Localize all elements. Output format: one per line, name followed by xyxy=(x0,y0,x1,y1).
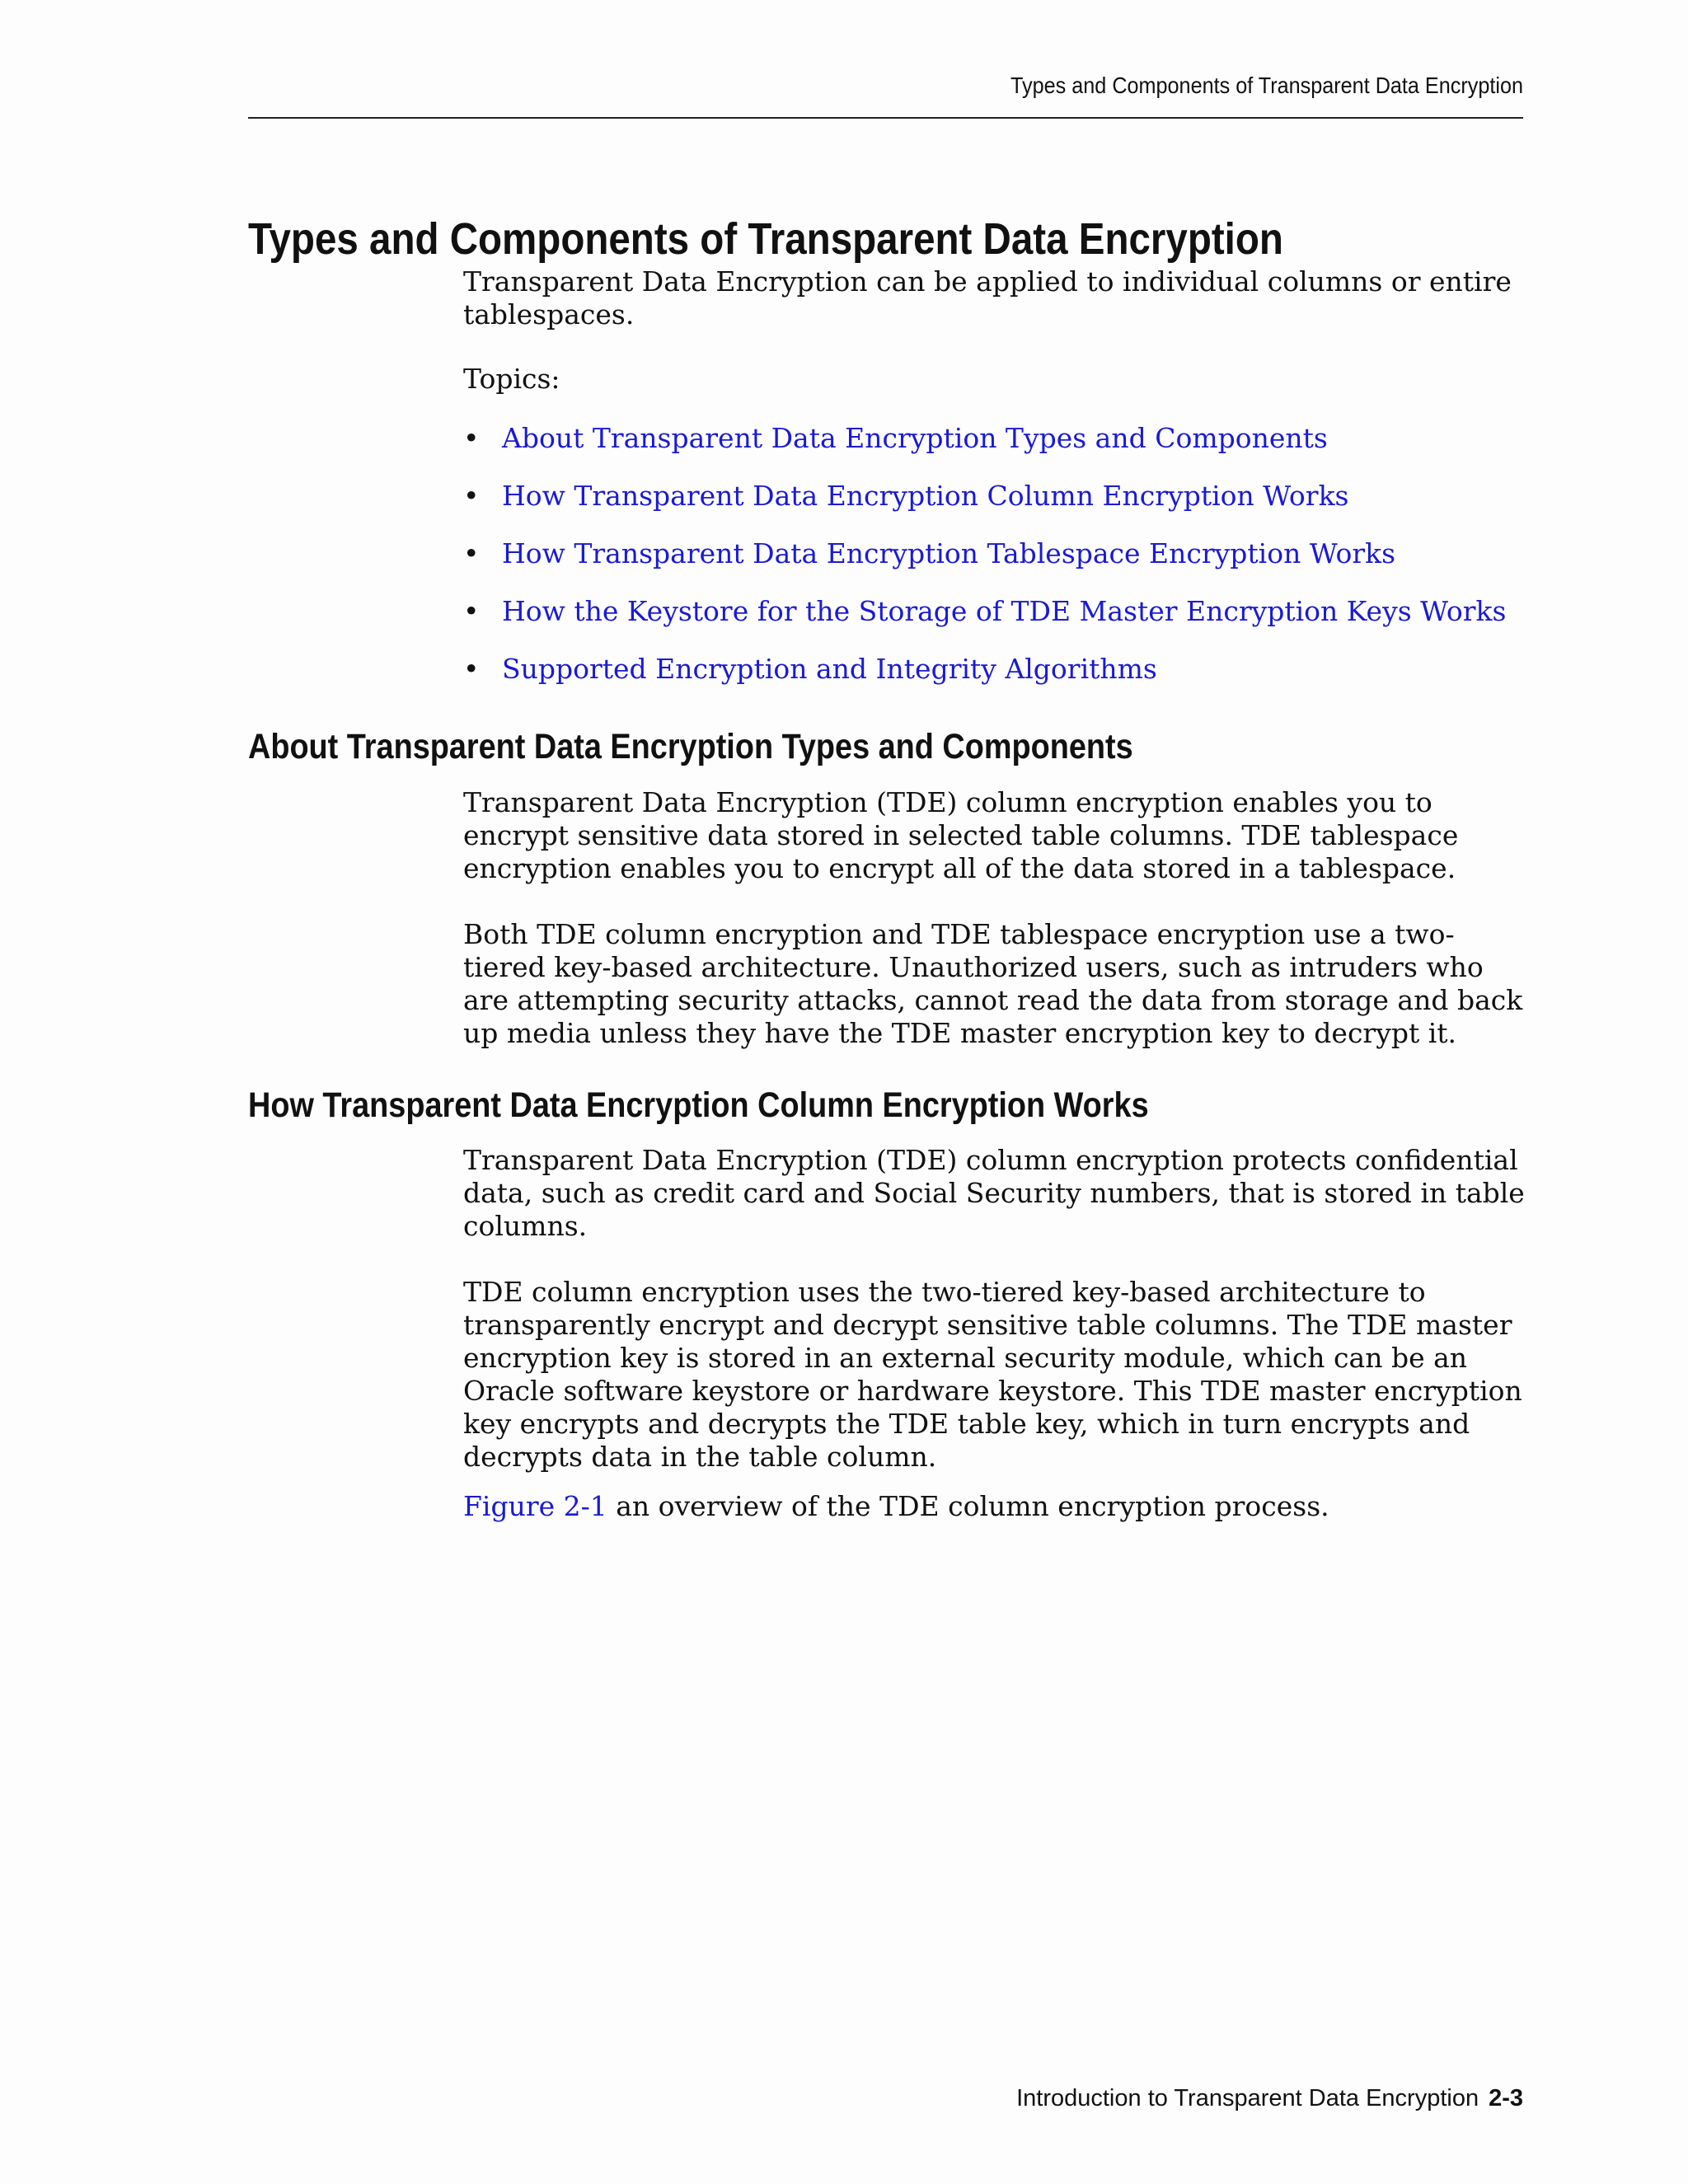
bullet-icon: • xyxy=(463,595,480,627)
list-item xyxy=(463,595,1526,653)
list-item xyxy=(463,653,1526,710)
topic-link-keystore[interactable]: How the Keystore for the Storage of TDE Master Encryption Keys Works xyxy=(502,595,1507,627)
about-paragraph-2: Both TDE column encryption and TDE tablespace encryption use a two-tiered key-based architecture. Unauthorized users, such as intruders who are attempting security attacks, cannot read the data from storage and back up media unless they have the TDE master encryption key to decrypt it. xyxy=(463,918,1523,1049)
figure-link[interactable]: Figure 2-1 xyxy=(463,1490,607,1522)
header-rule xyxy=(248,117,1523,119)
list-item xyxy=(463,480,1526,537)
topic-link-about[interactable]: About Transparent Data Encryption Types and Components xyxy=(502,422,1328,454)
column-paragraph-2: TDE column encryption uses the two-tiered key-based architecture to transparently encrypt and decrypt sensitive table columns. The TDE master encryption key is stored in an external security module, which can be an Oracle software keystore or hardware keystore. This TDE master encryption key encrypts and decrypts the TDE table key, which in turn encrypts and decrypts data in the table column. xyxy=(463,1276,1522,1473)
page-number: 2-3 xyxy=(1489,2085,1523,2111)
bullet-icon: • xyxy=(463,653,480,685)
intro-section xyxy=(463,265,1526,710)
list-item xyxy=(463,537,1526,595)
about-paragraph-1: Transparent Data Encryption (TDE) column encryption enables you to encrypt sensitive data stored in selected table columns. TDE tablespace encryption enables you to encrypt all of the data stored in a tablespace. xyxy=(463,786,1459,884)
topics-label: Topics: xyxy=(463,363,560,395)
topic-link-column[interactable]: How Transparent Data Encryption Column Encryption Works xyxy=(502,480,1349,512)
figure-reference-text: an overview of the TDE column encryption process. xyxy=(607,1490,1329,1522)
intro-paragraph: Transparent Data Encryption can be applied to individual columns or entire tablespaces. xyxy=(463,265,1512,330)
page-title: Types and Components of Transparent Data Encryption xyxy=(248,214,1283,264)
column-section xyxy=(463,1144,1526,1523)
column-paragraph-1: Transparent Data Encryption (TDE) column encryption protects confidential data, such as credit card and Social Security numbers, that is stored in table columns. xyxy=(463,1144,1525,1242)
bullet-icon: • xyxy=(463,422,480,454)
topic-link-tablespace[interactable]: How Transparent Data Encryption Tablespace Encryption Works xyxy=(502,537,1396,569)
about-section xyxy=(463,786,1526,1050)
list-item xyxy=(463,422,1526,480)
running-header: Types and Components of Transparent Data Encryption xyxy=(1010,73,1523,98)
bullet-icon: • xyxy=(463,537,480,569)
section-heading-about: About Transparent Data Encryption Types and Components xyxy=(248,727,1133,766)
page-footer xyxy=(248,2083,1523,2113)
footer-title: Introduction to Transparent Data Encryption xyxy=(1016,2085,1479,2111)
section-heading-column: How Transparent Data Encryption Column Encryption Works xyxy=(248,1085,1149,1125)
figure-reference xyxy=(463,1490,1526,1523)
bullet-icon: • xyxy=(463,480,480,512)
topics-list xyxy=(463,422,1526,710)
topic-link-algorithms[interactable]: Supported Encryption and Integrity Algorithms xyxy=(502,653,1157,685)
